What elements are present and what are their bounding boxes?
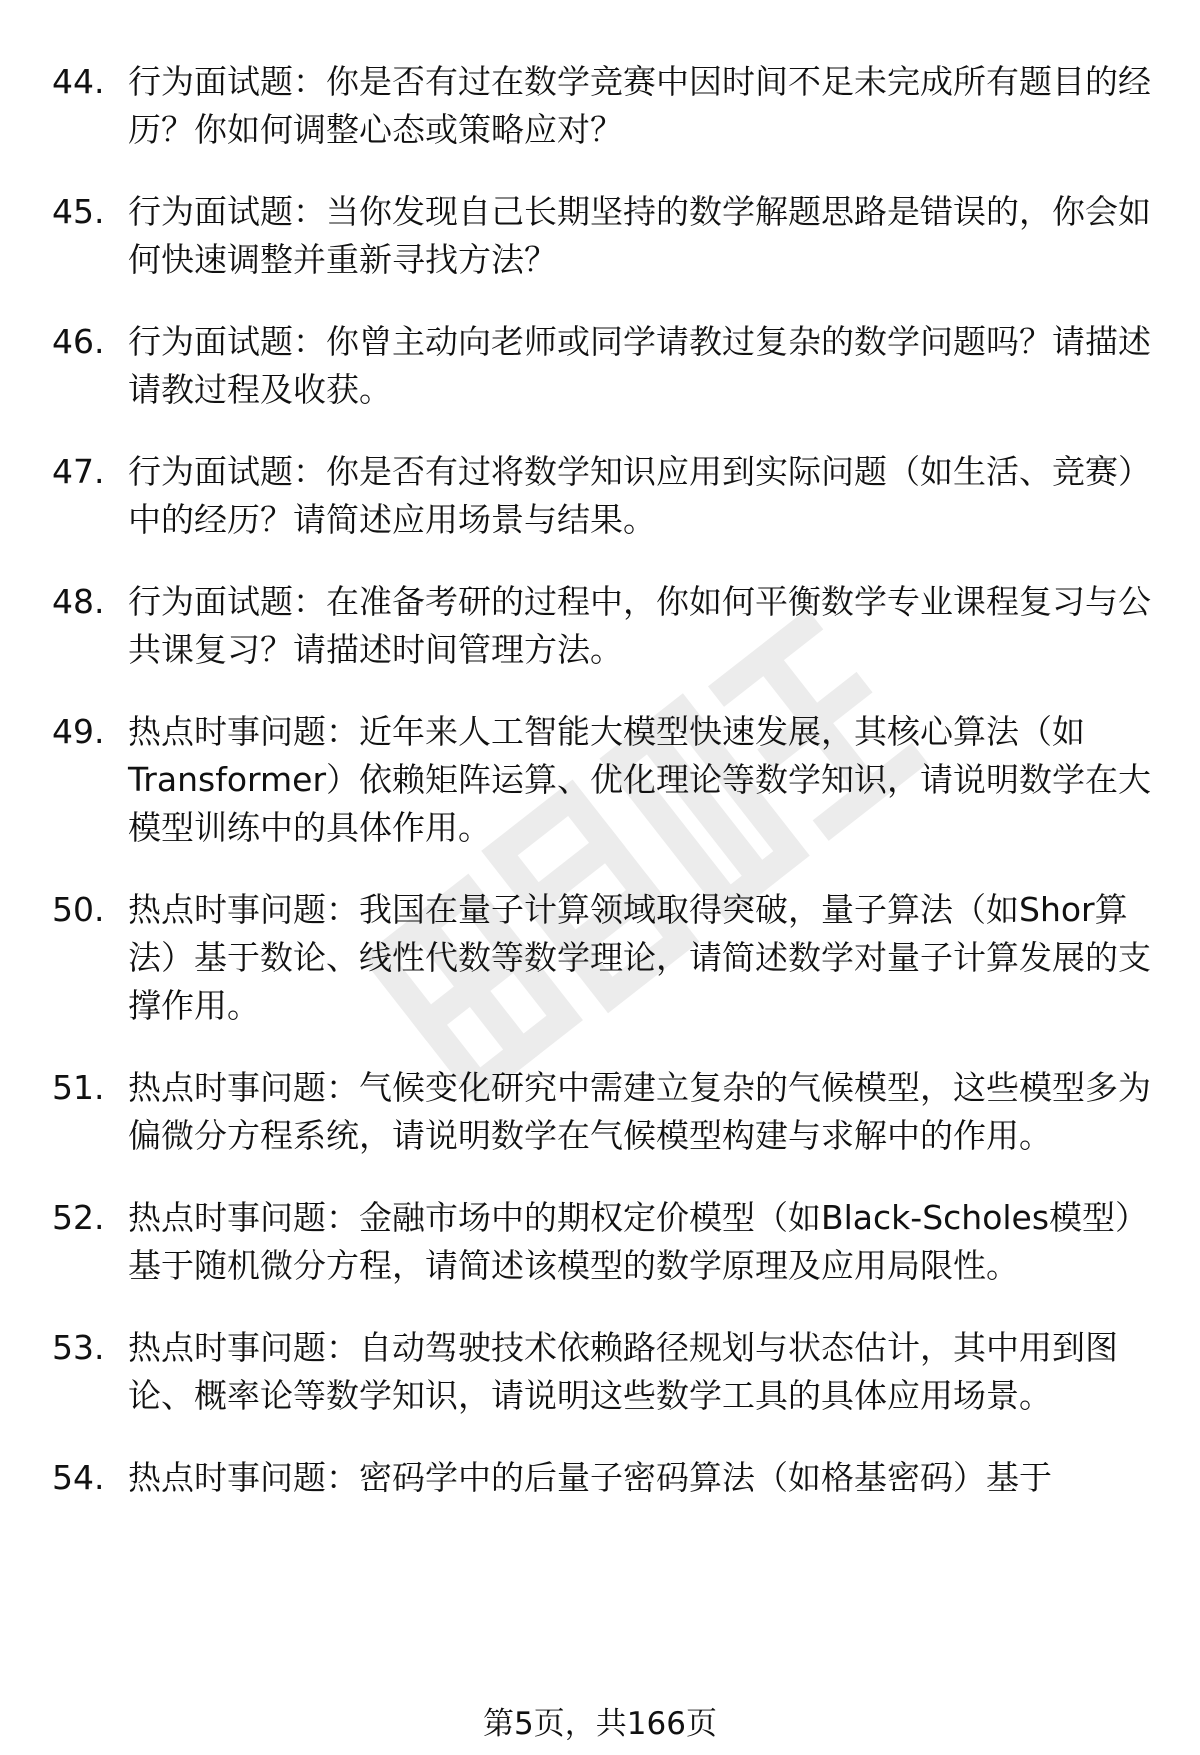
question-text: 热点时事问题：密码学中的后量子密码算法（如格基密码）基于 bbox=[128, 1458, 1052, 1497]
question-number: 49. bbox=[52, 712, 105, 751]
question-text: 行为面试题：在准备考研的过程中，你如何平衡数学专业课程复习与公共课复习？请描述时间管理方法。 bbox=[128, 582, 1151, 669]
question-item bbox=[52, 318, 1162, 414]
question-item bbox=[52, 1324, 1162, 1420]
question-item bbox=[52, 448, 1162, 544]
question-text: 热点时事问题：气候变化研究中需建立复杂的气候模型，这些模型多为偏微分方程系统，请说明数学在气候模型构建与求解中的作用。 bbox=[128, 1068, 1151, 1155]
question-number: 53. bbox=[52, 1328, 105, 1367]
question-text: 热点时事问题：自动驾驶技术依赖路径规划与状态估计，其中用到图论、概率论等数学知识，请说明这些数学工具的具体应用场景。 bbox=[128, 1328, 1118, 1415]
question-text: 行为面试题：当你发现自己长期坚持的数学解题思路是错误的，你会如何快速调整并重新寻找方法？ bbox=[128, 192, 1151, 279]
question-item bbox=[52, 58, 1162, 154]
question-item bbox=[52, 708, 1162, 852]
question-number: 44. bbox=[52, 62, 105, 101]
question-item bbox=[52, 886, 1162, 1030]
question-item bbox=[52, 578, 1162, 674]
question-number: 46. bbox=[52, 322, 105, 361]
page-footer: 第5页，共166页 bbox=[483, 1706, 717, 1742]
question-number: 50. bbox=[52, 890, 105, 929]
question-item bbox=[52, 1454, 1162, 1502]
question-number: 47. bbox=[52, 452, 105, 491]
question-text: 热点时事问题：金融市场中的期权定价模型（如Black-Scholes模型）基于随机微分方程，请简述该模型的数学原理及应用局限性。 bbox=[128, 1198, 1149, 1285]
question-text: 热点时事问题：近年来人工智能大模型快速发展，其核心算法（如Transformer）依赖矩阵运算、优化理论等数学知识，请说明数学在大模型训练中的具体作用。 bbox=[128, 712, 1152, 847]
question-number: 52. bbox=[52, 1198, 105, 1237]
question-list bbox=[52, 58, 1162, 1502]
question-number: 45. bbox=[52, 192, 105, 231]
question-item bbox=[52, 1064, 1162, 1160]
question-text: 热点时事问题：我国在量子计算领域取得突破，量子算法（如Shor算法）基于数论、线性代数等数学理论，请简述数学对量子计算发展的支撑作用。 bbox=[128, 890, 1151, 1025]
question-text: 行为面试题：你是否有过在数学竞赛中因时间不足未完成所有题目的经历？你如何调整心态或策略应对？ bbox=[128, 62, 1151, 149]
question-number: 54. bbox=[52, 1458, 105, 1497]
question-item bbox=[52, 188, 1162, 284]
question-item bbox=[52, 1194, 1162, 1290]
question-number: 51. bbox=[52, 1068, 105, 1107]
question-text: 行为面试题：你是否有过将数学知识应用到实际问题（如生活、竞赛）中的经历？请简述应用场景与结果。 bbox=[128, 452, 1151, 539]
question-text: 行为面试题：你曾主动向老师或同学请教过复杂的数学问题吗？请描述请教过程及收获。 bbox=[128, 322, 1151, 409]
question-number: 48. bbox=[52, 582, 105, 621]
